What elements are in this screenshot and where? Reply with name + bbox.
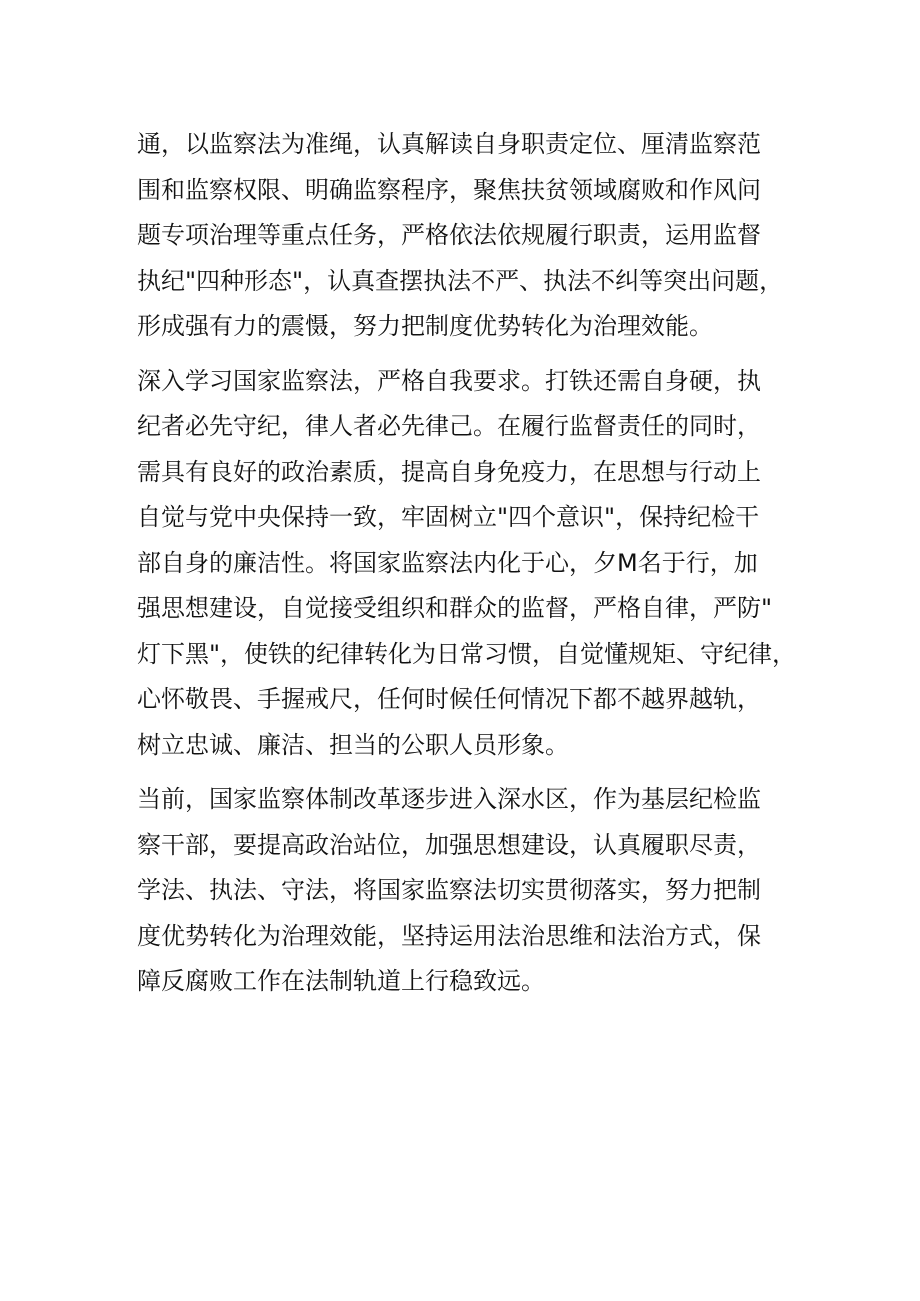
text-line: 需具有良好的政治素质，提高自身免疫力，在思想与行动上 <box>137 457 761 486</box>
text-line: 察干部，要提高政治站位，加强思想建设，认真履职尽责， <box>137 830 761 859</box>
text-line: 围和监察权限、明确监察程序，聚焦扶贫领域腐败和作风问 <box>137 175 761 204</box>
text-line: 树立忠诚、廉洁、担当的公职人员形象。 <box>137 730 569 759</box>
text-line: 部自身的廉洁性。将国家监察法内化于心，夕M名于行，加 <box>137 548 758 577</box>
text-line: 学法、执法、守法，将国家监察法切实贯彻落实，努力把制 <box>137 876 761 904</box>
text-line: 障反腐败工作在法制轨道上行稳致远。 <box>137 967 545 995</box>
paragraph-2 <box>137 359 827 769</box>
text-line: 强思想建设，自觉接受组织和群众的监督，严格自律，严防" <box>137 594 773 622</box>
text-line: 纪者必先守纪，律人者必先律己。在履行监督责任的同时， <box>137 412 761 440</box>
text-line: 灯下黑"，使铁的纪律转化为日常习惯，自觉懂规矩、守纪律， <box>137 639 797 668</box>
text-line: 自觉与党中央保持一致，牢固树立"四个意识"，保持纪检干 <box>137 503 760 531</box>
document-body <box>137 122 827 1014</box>
text-line: 心怀敬畏、手握戒尺，任何时候任何情况下都不越界越轨， <box>137 685 761 713</box>
text-line: 通，以监察法为准绳，认真解读自身职责定位、厘清监察范 <box>137 130 761 158</box>
text-line: 度优势转化为治理效能，坚持运用法治思维和法治方式，保 <box>137 921 761 950</box>
text-line: 题专项治理等重点任务，严格依法依规履行职责，运用监督 <box>137 221 761 249</box>
text-line: 执纪"四种形态"，认真查摆执法不严、执法不纠等突出问题， <box>137 266 784 295</box>
text-line: 当前，国家监察体制改革逐步进入深水区，作为基层纪检监 <box>137 785 761 813</box>
paragraph-1 <box>137 122 827 350</box>
paragraph-3 <box>137 777 827 1005</box>
text-line: 深入学习国家监察法，严格自我要求。打铁还需自身硬，执 <box>137 366 761 395</box>
text-line: 形成强有力的震慑，努力把制度优势转化为治理效能。 <box>137 312 713 340</box>
